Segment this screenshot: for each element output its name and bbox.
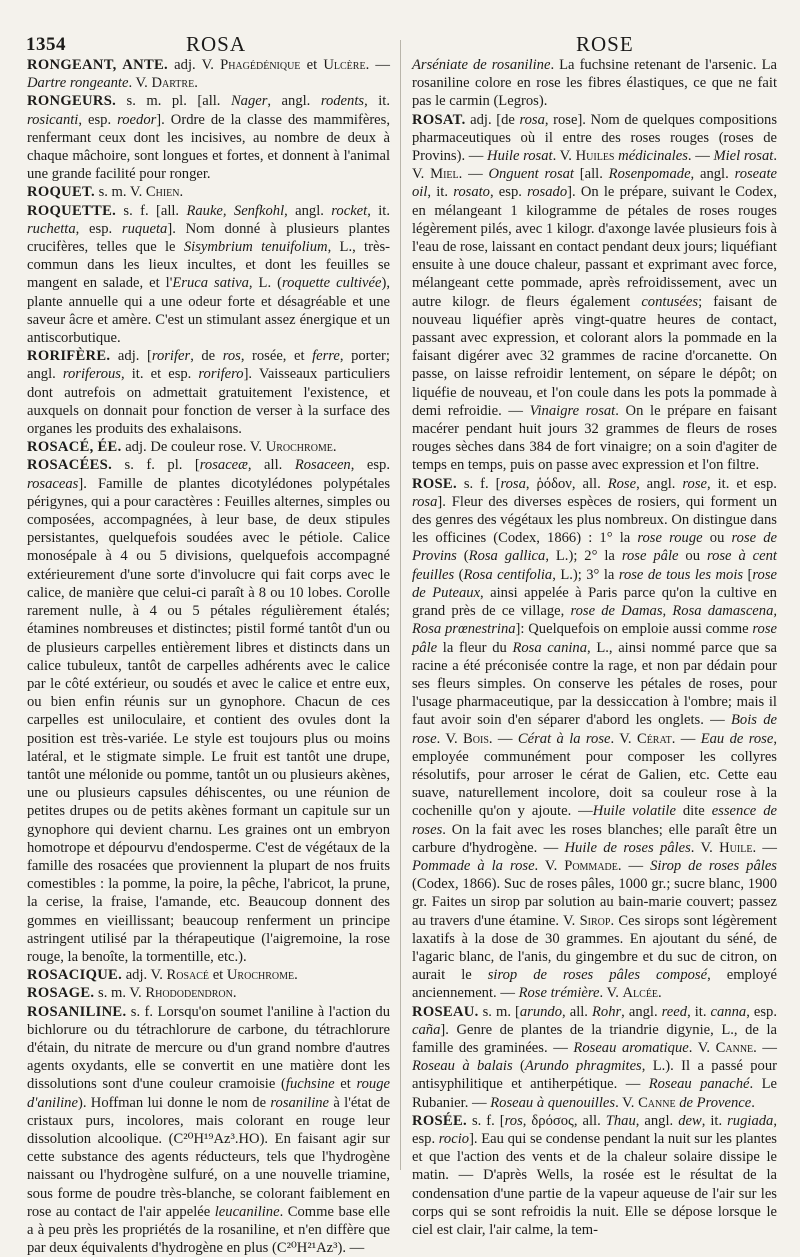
body-text: ]. Fleur des diverses espèces de rosiers, qui forment un des genres des végétaux les plus nombreux. On distingue dans les officines (Codex, 1866) : 1° la xyxy=(412,493,777,547)
italic-text: rosicanti xyxy=(27,111,79,128)
body-text: ]. Famille de plantes dicotylédones polypétales périgynes, qui a pour caractères : Feuilles alternes, simples ou composées, accompagnées, à leur base, de deux stipules persistantes, quelquefois soudées avec le pétiole. Calice monosépale à 4 ou 5 divisions, quelquefois accompagné extérieurement d'une sorte d'involucre qui fait corps avec le calice, de manière que celui-ci paraît à 8 ou 10 lobes. Corolle rarement nulle, à 4 ou 5 pétales régulièrement étalés; étamines nombreuses et distinctes; pistil formé tantôt d'un ou de plusieurs carpelles entièrement libres et distincts dans un calice tubuleux, tantôt de carpelles adhérents avec le calice par le côté extérieur, ou soudés et avec le calice et entre eux, ou bien enfin réunis sur un gynophore. Chacun de ces carpelles est uniloculaire, et contient des ovules dont la position est très-variée. Le style est toujours plus ou moins latéral, et le stigmate simple. Le fruit est tantôt une drupe, tantôt une mélonide ou pomme, tantôt un ou plusieurs akènes, une ou plusieurs capsules déhiscentes, ou une réunion de petites drupes ou de petits akènes formant un capitule sur un gynophore qui devient charnu. Les graines ont un embryon homotrope et dépourvu d'endosperme. C'est de végétaux de la famille des rosacées que proviennent la plupart de nos fruits comestibles : la pomme, la poire, la pêche, l'abricot, la prune, la cerise, la fraise, l'amande, etc. Beaucoup donnent des gommes en vieillissant; beaucoup renferment un principe astringent utilisé par la thérapeutique (l'aigremoine, la rose rouge, la benoîte, la tormentille, etc.). xyxy=(27,475,390,965)
italic-text: Eruca sativa xyxy=(172,275,249,292)
italic-text: Sirop de roses pâles xyxy=(650,857,777,874)
body-text: . V. xyxy=(534,857,565,874)
body-text: adj. [de xyxy=(465,111,520,128)
italic-text: sirop de roses pâles composé xyxy=(487,967,708,984)
italic-text: Roseau à quenouilles xyxy=(490,1094,616,1111)
italic-text: dew xyxy=(678,1112,702,1129)
italic-text: rosa xyxy=(519,111,545,128)
cross-reference: Miel xyxy=(430,166,459,183)
body-text: . V. xyxy=(610,730,637,747)
body-text: s. f. [ xyxy=(456,475,501,492)
italic-text: ferre xyxy=(312,348,340,365)
body-text: . V. xyxy=(690,839,720,856)
cross-reference: Rosacé xyxy=(166,967,210,984)
body-text: la fleur du xyxy=(437,639,513,656)
cross-reference: Chien xyxy=(145,184,180,201)
body-text: , ῥόδον, all. xyxy=(525,475,608,492)
headword: ROSEAU. xyxy=(412,1003,479,1020)
body-text: , esp. xyxy=(412,1112,777,1147)
body-text: s. m. V. xyxy=(94,184,146,201)
dictionary-entry xyxy=(412,1003,777,1112)
italic-text: Dartre rongeante xyxy=(27,75,129,92)
italic-text: Huile volatile xyxy=(592,803,676,820)
body-text: . V. xyxy=(128,75,152,92)
italic-text: Thau xyxy=(605,1112,636,1129)
italic-text: roseate oil xyxy=(412,166,777,201)
italic-text: Rohr xyxy=(591,1003,622,1020)
italic-text: Rosaceen xyxy=(294,457,351,474)
body-text: , porter; angl. xyxy=(27,348,390,383)
italic-text: Rosa gallica xyxy=(468,548,546,565)
cross-reference: Pommade xyxy=(564,857,618,874)
body-text: . — xyxy=(617,857,651,874)
headword: ROSAGE. xyxy=(27,985,95,1002)
italic-text: ros xyxy=(222,348,241,365)
body-text: ( xyxy=(512,1058,525,1075)
body-text: , it. et esp. xyxy=(707,475,777,492)
body-text: ]. Nom donné à plusieurs plantes crucifères, telles que le xyxy=(27,220,390,256)
dictionary-entry xyxy=(27,202,390,348)
body-text: . — xyxy=(458,166,489,183)
body-text: , de xyxy=(190,348,223,365)
body-text: à l'état de cristaux purs, incolores, mais colorant en rouge leur dissolution alcoolique. (C²⁰H¹⁹Az³.HO). En faisant agir sur cette substance des agents réducteurs, tels que l'hydrogène naissant ou l'hydrogène sulfuré, on a une nouvelle triamine, sous forme de poudre très-blanche, se colorant faiblement en rose au contact de l'air appelée xyxy=(27,1094,390,1220)
dictionary-entry xyxy=(412,475,777,1003)
body-text: ]. Ordre de la classe des mammifères, renfermant ceux dont les incisives, au nombre de deux à chaque mâchoire, sont longues et fortes, et donnent à l'animal une grande facilité pour ronger. xyxy=(27,111,390,183)
italic-text: essence de roses xyxy=(412,803,777,838)
body-text: , all. xyxy=(247,457,295,474)
body-text: . V. xyxy=(599,985,623,1002)
body-text: dite xyxy=(675,803,712,820)
body-text: . xyxy=(179,184,184,201)
italic-text: rose rouge xyxy=(637,530,703,547)
body-text: adj. V. xyxy=(167,57,221,73)
body-text: . La fuchsine retenant de l'arsenic. La rosaniline colore en rose les fibres élastiques, ce que ne fait pas le carmin (Legros). xyxy=(412,57,777,110)
body-text: , L.); 3° la xyxy=(552,566,619,583)
italic-text: Vinaigre rosat xyxy=(529,402,616,419)
cross-reference: Urochrome xyxy=(226,967,295,984)
headword: ROQUETTE. xyxy=(27,202,117,219)
dictionary-entry xyxy=(27,92,390,183)
body-text: ). Hoffman lui donne le nom de xyxy=(77,1094,271,1111)
right-running-head: ROSE xyxy=(576,32,634,56)
body-text: , xyxy=(662,603,673,620)
cross-reference: Ulcère xyxy=(323,57,366,73)
cross-reference: Canne xyxy=(715,1039,754,1056)
italic-text: rosa xyxy=(412,493,438,510)
italic-text: Rosenpomade xyxy=(608,166,691,183)
headword: ROSAT. xyxy=(412,111,466,128)
italic-text: roedor xyxy=(117,111,157,128)
italic-text: rosaceas xyxy=(27,475,79,492)
body-text: . Le Rubanier. — xyxy=(412,1076,777,1111)
body-text: . V. xyxy=(615,1094,639,1111)
italic-text: Rauke, Senfkohl xyxy=(186,202,285,219)
body-text: , it. xyxy=(364,93,390,110)
italic-text: de Provence xyxy=(679,1094,752,1111)
body-text: , it. xyxy=(701,1112,728,1129)
body-text: et xyxy=(209,967,227,984)
cross-reference: Huiles xyxy=(575,148,615,165)
left-running-head: ROSA xyxy=(186,32,247,56)
body-text: . — xyxy=(488,730,518,747)
dictionary-entry xyxy=(412,111,777,475)
italic-text: Pommade à la rose xyxy=(412,857,535,874)
italic-text: rosaniline xyxy=(270,1094,330,1111)
page-number: 1354 xyxy=(26,34,66,55)
italic-text: rose à cent feuilles xyxy=(412,548,777,583)
body-text: s. m. [ xyxy=(478,1003,520,1020)
dictionary-entry xyxy=(27,56,390,92)
body-text: , it. et esp. xyxy=(121,366,199,383)
italic-text: roriferous xyxy=(62,366,121,383)
italic-text: caña xyxy=(412,1021,441,1038)
body-text: , angl. xyxy=(635,1112,679,1129)
italic-text: rorifer xyxy=(151,348,191,365)
body-text: , L., ainsi nommé parce que sa racine a été préconisée contre la rage, et non par dédain pour ses fleurs simples. On conserve les pétales de roses, pour l'usage pharmaceutique, par la dessiccation à l'ombre; mais il faut avoir soin d'en séparer d'abord les onglets. — xyxy=(412,639,777,729)
body-text: , ainsi appelée à Paris parce qu'on la cultive en grand près de ce village, xyxy=(412,584,777,620)
body-text: , L.). Il a passé pour antisyphilitique et antiherpétique. — xyxy=(412,1058,778,1093)
body-text: s. f. [all. xyxy=(116,202,187,219)
italic-text: rose xyxy=(682,475,708,492)
body-text: , L., très-commun dans les lieux incultes, et dont les feuilles se mangent en salade, et l' xyxy=(27,239,390,292)
body-text: adj. [ xyxy=(110,348,152,365)
body-text: ]. Eau qui se condense pendant la nuit sur les plantes et que l'action des vents et de la chaleur solaire dissipe le matin. — D'après Wells, la rosée est le résultat de la condensation d'une partie de la vapeur aqueuse de l'air sur les corps qui se sont refroidis la nuit. Elle se dépose lorsque le ciel est clair, l'air calme, la tem- xyxy=(412,1130,777,1238)
italic-text: arundo xyxy=(519,1003,563,1020)
cross-reference: Cérat xyxy=(636,730,672,747)
body-text: , L. ( xyxy=(248,275,282,292)
body-text: s. f. pl. [ xyxy=(112,457,200,474)
body-text: , angl. xyxy=(267,93,321,110)
headword: ROSACÉES. xyxy=(27,457,113,474)
body-text: ]. On le prépare, suivant le Codex, en mélangeant 1 kilogramme de pétales de roses rouges légèrement pilés, avec 1 kilogr. d'axonge lavée plusieurs fois à l'eau de rose, laissant en contact pendant deux jours; liquéfiant ensuite à une douce chaleur, passant et exprimant avec force, mélangeant cette pommade, après refroidissement, avec un autre kilogr. de fleurs également xyxy=(412,184,777,310)
body-text: , rosée, et xyxy=(240,348,313,365)
headword: ROQUET. xyxy=(27,184,95,201)
italic-text: contusées xyxy=(641,293,699,310)
dictionary-entry xyxy=(412,56,777,111)
body-text: , L.); 2° la xyxy=(545,548,622,565)
body-text: . xyxy=(332,439,337,456)
italic-text: Miel rosat xyxy=(713,148,774,165)
body-text: . xyxy=(194,75,198,92)
column-divider xyxy=(400,40,401,1170)
italic-text: Bois de rose xyxy=(412,712,777,747)
body-text: , angl. xyxy=(636,475,683,492)
cross-reference: Alcée xyxy=(622,985,659,1002)
body-text: adj. V. xyxy=(122,967,167,984)
italic-text: Huile rosat xyxy=(487,148,553,165)
body-text: ou xyxy=(702,530,732,547)
body-text: , it. xyxy=(367,202,390,219)
body-text: (Codex, 1866). Suc de roses pâles, 1000 gr.; sucre blanc, 1900 gr. Faites un sirop par solution au bain-marie couvert; passez au travers d'une étamine. V. xyxy=(412,876,777,929)
dictionary-entry xyxy=(27,456,390,966)
italic-text: rocio xyxy=(438,1130,470,1147)
body-text: . V. xyxy=(552,148,576,165)
italic-text: rodents xyxy=(320,93,365,110)
body-text: s. m. pl. [all. xyxy=(116,93,231,110)
headword: ROSACÉ, ÉE. xyxy=(27,439,122,456)
body-text: . — xyxy=(671,730,701,747)
body-text: , employé anciennement. — xyxy=(412,967,777,1002)
body-text: . On le prépare en faisant macérer pendant huit jours 32 grammes de fleurs de roses rouges sèches dans 384 de fort vinaigre; on a soin d'agiter de temps en temps, puis on passe avec expression et l'on filtre. xyxy=(412,402,777,474)
body-text: , employée communément pour composer les collyres résolutifs, pour arroser le cérat de Galien, etc. Cette eau suave, naturellement incolore, doit sa couleur rose à la cochenille qu'on y ajoute. — xyxy=(412,730,777,820)
italic-text: Roseau panaché xyxy=(648,1076,750,1093)
body-text: ; faisant de nouveau liquéfier après vingt-quatre heures de contact, passant avec expression, et colorant alors la pommade en la faisant digérer avec 32 grammes de racine d'orcanette. On passe, on laisse refroidir lentement, on sépare le dépôt; on liquéfie de nouveau, et l'on coule dans les pots la pommade à demi refroidie. — xyxy=(412,293,778,419)
italic-text: Huile de roses pâles xyxy=(564,839,691,856)
italic-text: canna xyxy=(710,1003,747,1020)
dictionary-entry xyxy=(27,984,390,1002)
cross-reference: Phagédénique xyxy=(220,57,301,73)
italic-text: rouge d'aniline xyxy=(27,1076,390,1111)
headword: ROSÉE. xyxy=(412,1112,467,1129)
italic-text: Rose xyxy=(607,475,637,492)
italic-text: rose de Puteaux xyxy=(412,566,777,601)
dictionary-entry xyxy=(27,183,390,201)
italic-text: ros xyxy=(504,1112,523,1129)
italic-text: rosaceæ xyxy=(199,457,248,474)
italic-text: Nager xyxy=(230,93,268,110)
italic-text: Onguent rosat xyxy=(488,166,574,183)
body-text: . On la fait avec les roses blanches; elle paraît être un carbure d'hydrogène. — xyxy=(412,821,777,856)
body-text: . Comme base elle a à peu près les propriétés de la rosaniline, et n'en diffère que par deux équivalents d'hydrogène en plus (C²⁰H²¹Az³). — xyxy=(27,1203,390,1257)
body-text: , it. xyxy=(427,184,454,201)
body-text: ]: Quelquefois on emploie aussi comme xyxy=(515,621,753,638)
dictionary-entry xyxy=(27,347,390,438)
left-column xyxy=(27,56,390,1257)
body-text: . — xyxy=(365,57,390,73)
dictionary-entry xyxy=(412,1112,777,1239)
italic-text: Roseau aromatique xyxy=(573,1039,689,1056)
body-text: ou xyxy=(678,548,707,565)
body-text: . xyxy=(751,1094,755,1111)
italic-text: rugiada xyxy=(727,1112,774,1129)
cross-reference: Huile xyxy=(719,839,753,856)
italic-text: rosado xyxy=(527,184,568,201)
italic-text: Rose trémière xyxy=(518,985,600,1002)
italic-text: rosato xyxy=(453,184,490,201)
body-text: , all. xyxy=(562,1003,592,1020)
body-text: , esp. xyxy=(350,457,390,474)
cross-reference: Dartre xyxy=(151,75,195,92)
body-text: ), plante annuelle qui a une odeur forte et désagréable et une saveur âcre et amère. C'est un stimulant assez énergique et un antiscorbutique. xyxy=(27,275,390,347)
body-text: . V. xyxy=(436,730,464,747)
body-text: adj. De couleur rose. V. xyxy=(121,439,266,456)
body-text: , angl. xyxy=(621,1003,662,1020)
body-text: s. f. Lorsqu'on soumet l'aniline à l'action du bichlorure ou du tétrachlorure de carbone, du tétrachlorure d'étain, du nitrate de mercure ou d'un grand nombre d'autres agents oxydants, elle se convertit en une matière dont les dissolutions sont d'une couleur cramoisie ( xyxy=(27,1003,390,1093)
italic-text: Sisymbrium tenuifolium xyxy=(183,239,328,256)
body-text: . — xyxy=(752,839,778,856)
body-text: ( xyxy=(456,548,469,565)
italic-text: ruchetta xyxy=(27,220,76,237)
italic-text: Rosa canina xyxy=(512,639,588,656)
italic-text: Cérat à la rose xyxy=(517,730,611,747)
body-text: ]. Vaisseaux particuliers dont autrefois on admettait gratuitement l'existence, et auxquels on donnait pour fonction de verser à la surface des organes les produits des exhalaisons. xyxy=(27,366,390,438)
italic-text: rose pâle xyxy=(412,621,777,656)
italic-text: rorifero xyxy=(198,366,244,383)
italic-text: médicinales xyxy=(618,148,688,165)
dictionary-entry xyxy=(27,1003,390,1257)
body-text: , esp. xyxy=(75,220,122,237)
dictionary-entry xyxy=(27,966,390,984)
italic-text: Arundo phragmites xyxy=(524,1058,642,1075)
headword: ROSACIQUE. xyxy=(27,967,123,984)
italic-text: reed xyxy=(661,1003,688,1020)
headword: ROSE. xyxy=(412,475,457,492)
body-text: , esp. xyxy=(78,111,118,128)
body-text: s. f. [ xyxy=(466,1112,505,1129)
italic-text: rose de Damas xyxy=(570,603,663,620)
body-text: , it. xyxy=(687,1003,711,1020)
italic-text: leucaniline xyxy=(214,1203,280,1220)
body-text: . V. xyxy=(412,148,777,183)
body-text: et xyxy=(300,57,324,73)
body-text: s. m. V. xyxy=(94,985,146,1002)
italic-text: rose pâle xyxy=(621,548,679,565)
body-text: . — xyxy=(753,1039,778,1056)
italic-text: Rosa damascena, Rosa prœnestrina xyxy=(412,603,778,638)
italic-text: rose de Provins xyxy=(412,530,778,565)
body-text: ]. Genre de plantes de la triandrie digynie, L., de la famille des graminées. — xyxy=(412,1021,777,1056)
cross-reference: Rhododendron xyxy=(145,985,233,1002)
headword: RORIFÈRE. xyxy=(27,348,111,365)
italic-text: roquette cultivée xyxy=(282,275,382,292)
headword: ROSANILINE. xyxy=(27,1003,127,1020)
cross-reference: Canne xyxy=(638,1094,676,1111)
body-text: et xyxy=(334,1076,357,1093)
body-text: . — xyxy=(687,148,714,165)
italic-text: rocket xyxy=(331,202,368,219)
body-text: . V. xyxy=(688,1039,716,1056)
body-text: . Ces sirops sont légèrement laxatifs à la dose de 30 grammes. En ajoutant du séné, de l'agaric blanc, de l'anis, du gingembre et du suc de citron, on aurait le xyxy=(412,912,777,984)
body-text: . xyxy=(658,985,662,1002)
body-text: [all. xyxy=(573,166,609,183)
body-text: , esp. xyxy=(746,1003,777,1020)
body-text: ( xyxy=(454,566,464,583)
italic-text: ruqueta xyxy=(121,220,168,237)
headword: RONGEURS. xyxy=(27,93,117,110)
dictionary-entry xyxy=(27,438,390,456)
italic-text: Eau de rose xyxy=(700,730,774,747)
body-text: , rose]. Nom de quelques compositions pharmaceutiques où il entre des roses rouges (roses de Provins). — xyxy=(412,111,778,165)
cross-reference: Bois xyxy=(463,730,489,747)
body-text: , angl. xyxy=(690,166,735,183)
body-text: , δρόσος, all. xyxy=(522,1112,606,1129)
cross-reference: Sirop xyxy=(579,912,611,929)
body-text: . xyxy=(294,967,298,984)
italic-text: Rosa centifolia xyxy=(463,566,553,583)
italic-text: rosa xyxy=(500,475,526,492)
italic-text: Roseau à balais xyxy=(412,1058,513,1075)
right-column xyxy=(412,56,778,1238)
italic-text: Arséniate de rosaniline xyxy=(412,57,551,73)
body-text: . xyxy=(232,985,237,1002)
body-text: [ xyxy=(743,566,753,583)
body-text: , esp. xyxy=(489,184,528,201)
cross-reference: Urochrome xyxy=(265,439,333,456)
italic-text: fuchsine xyxy=(285,1076,335,1093)
italic-text: rose de tous les mois xyxy=(618,566,744,583)
headword: RONGEANT, ANTE. xyxy=(27,57,168,73)
body-text: , angl. xyxy=(284,202,332,219)
